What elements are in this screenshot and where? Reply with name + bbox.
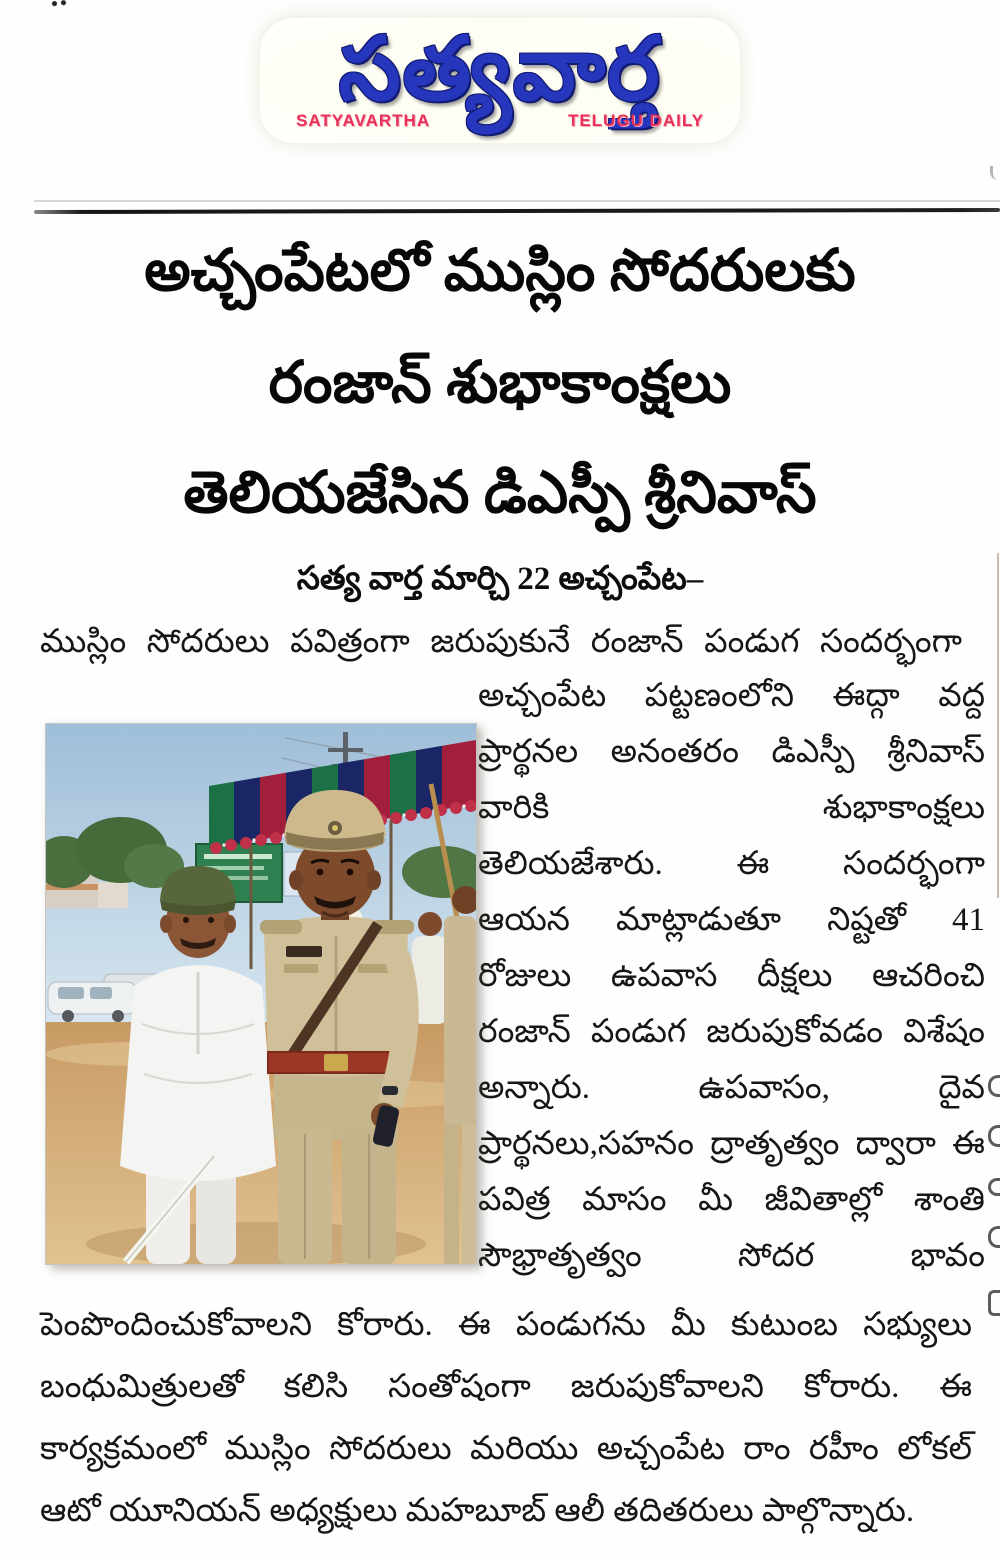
masthead-subtitle-right: TELUGU DAILY — [567, 111, 704, 131]
page-edge-artifact — [988, 1290, 1000, 1316]
body-right-column — [478, 668, 985, 1284]
masthead — [0, 18, 1000, 143]
body-intro-line: ముస్లిం సోదరులు పవిత్రంగా జరుపుకునే రంజాన్ పండుగ సందర్భంగా — [40, 624, 962, 660]
column-line: ప్రార్థనల అనంతరం డిఎస్పీ శ్రీనివాస్ — [478, 734, 985, 770]
masthead-logo — [260, 18, 740, 143]
column-line: సౌభ్రాతృత్వం సోదర భావం — [478, 1238, 985, 1274]
headline-line-3: తెలియజేసిన డిఎస్పీ శ్రీనివాస్ — [183, 460, 817, 525]
column-line: రోజులు ఉపవాస దీక్షలు ఆచరించి — [478, 958, 985, 994]
headline-line-1: అచ్చంపేటలో ముస్లిం సోదరులకు — [144, 238, 856, 303]
column-line: ఆయన మాట్లాడుతూ నిష్టతో 41 — [478, 902, 985, 938]
masthead-divider — [34, 208, 1000, 214]
bottom-line: బంధుమిత్రులతో కలిసి సంతోషంగా జరుపుకోవాలని కోరారు. ఈ — [40, 1369, 972, 1405]
bottom-line: ఆటో యూనియన్ అధ్యక్షులు మహబూబ్ ఆలీ తదితరులు పాల్గొన్నారు. — [40, 1493, 915, 1529]
headline-line-2: రంజాన్ శుభాకాంక్షలు — [268, 350, 732, 415]
article-photo — [45, 723, 477, 1265]
photo-illustration — [46, 724, 476, 1264]
page-edge-artifact — [988, 1226, 1000, 1248]
body-bottom-block — [40, 1294, 972, 1542]
bottom-line: కార్యక్రమంలో ముస్లిం సోదరులు మరియు అచ్చంపేట రాం రహీం లోకల్ — [40, 1431, 972, 1467]
dateline: సత్య వార్త మార్చి 22 అచ్చంపేట– — [296, 561, 704, 597]
column-line: అన్నారు. ఉపవాసం, దైవ — [478, 1070, 985, 1106]
column-line: అచ్చంపేట పట్టణంలోని ఈద్గా వద్ద — [478, 678, 985, 714]
scan-artifact-topright — [990, 166, 1000, 180]
masthead-title: సత్యవార్త — [338, 22, 662, 119]
page-edge-artifact — [988, 1178, 1000, 1196]
scan-artifact-topleft — [50, 0, 68, 9]
column-line: తెలియజేశారు. ఈ సందర్భంగా — [478, 846, 985, 882]
column-line: వారికి శుభాకాంక్షలు — [478, 790, 985, 826]
bottom-line: పెంపొందించుకోవాలని కోరారు. ఈ పండుగను మీ కుటుంబ సభ్యులు — [40, 1307, 972, 1343]
page-edge-artifact — [988, 1075, 1000, 1097]
divider-haze — [34, 200, 1000, 202]
page-edge-artifact — [988, 1125, 1000, 1147]
page-edge-line — [997, 553, 999, 898]
column-line: పవిత్ర మాసం మీ జీవితాల్లో శాంతి — [478, 1182, 985, 1218]
column-line: ప్రార్థనలు,సహనం ద్రాతృత్వం ద్వారా ఈ — [478, 1126, 985, 1162]
column-line: రంజాన్ పండుగ జరుపుకోవడం విశేషం — [478, 1014, 985, 1050]
masthead-subtitle-left: SATYAVARTHA — [296, 111, 431, 131]
